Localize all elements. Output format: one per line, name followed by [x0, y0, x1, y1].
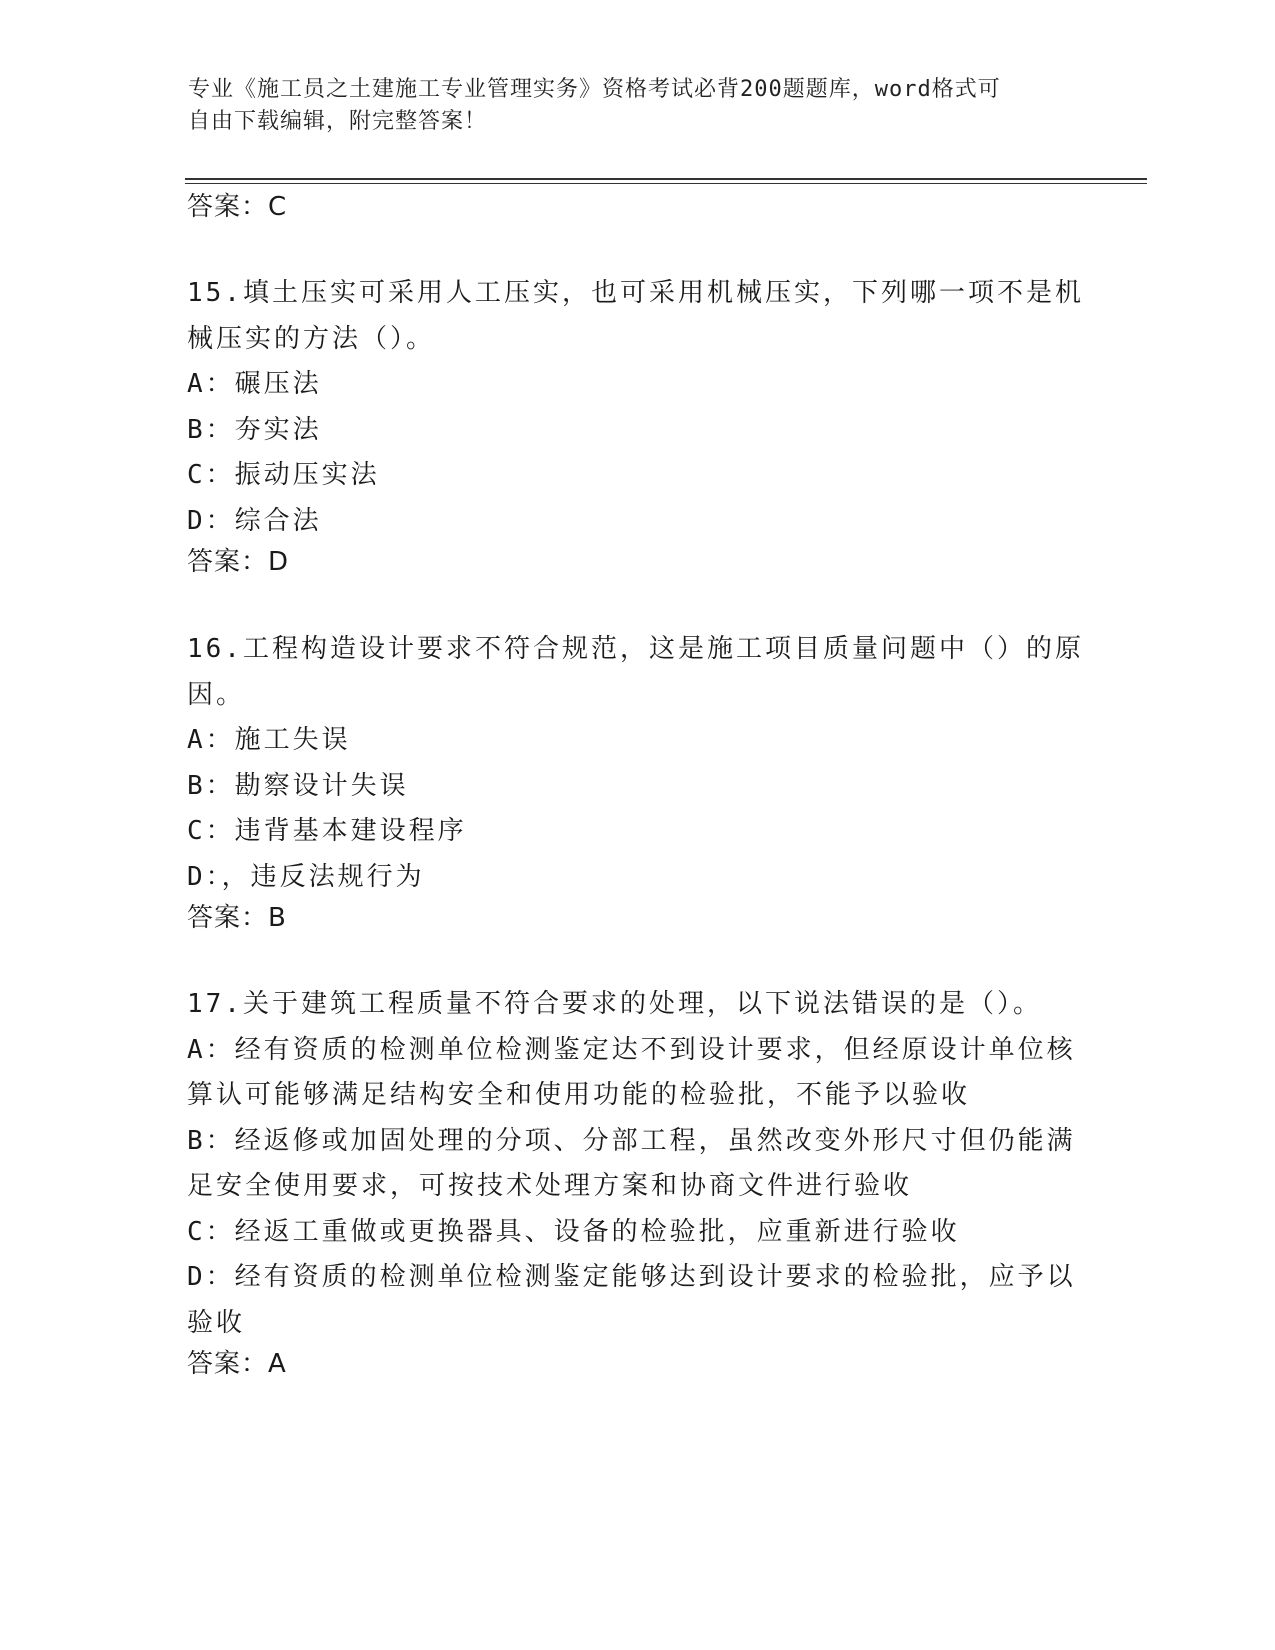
question-15-stem-line: 15.填土压实可采用人工压实，也可采用机械压实，下列哪一项不是机: [187, 278, 1084, 308]
header-line: 自由下载编辑，附完整答案！: [188, 109, 488, 134]
question-15-option-a: A：碾压法: [187, 369, 322, 399]
header-divider-thin: [185, 183, 1147, 184]
question-17: [187, 982, 1087, 1346]
answer-14: 答案：C: [187, 192, 288, 222]
question-16-stem-line: 因。: [187, 679, 246, 710]
question-17-option-a: A：经有资质的检测单位检测鉴定达不到设计要求，但经原设计单位核: [187, 1034, 1076, 1065]
question-15-option-c: C：振动压实法: [187, 460, 380, 490]
question-16-stem-line: 16.工程构造设计要求不符合规范，这是施工项目质量问题中（）的原: [187, 634, 1084, 664]
question-17-option-d: D：经有资质的检测单位检测鉴定能够达到设计要求的检验批，应予以: [187, 1262, 1076, 1292]
answer-16: 答案：B: [187, 903, 287, 933]
question-17-option-b-cont: 足安全使用要求，可按技术处理方案和协商文件进行验收: [187, 1171, 913, 1201]
question-16-option-d: D：，违反法规行为: [187, 861, 425, 892]
header-divider-thick: [185, 178, 1147, 180]
answer-15: 答案：D: [187, 547, 290, 577]
answer-17: 答案：A: [187, 1349, 287, 1379]
question-17-option-c: C：经返工重做或更换器具、设备的检验批，应重新进行验收: [187, 1216, 960, 1247]
question-15-option-d: D：综合法: [187, 505, 322, 536]
document-header: [188, 74, 1068, 138]
header-line: 专业《施工员之土建施工专业管理实务》资格考试必背200题题库，word格式可: [188, 77, 1001, 102]
question-15: [187, 271, 1087, 544]
question-15-stem-line: 械压实的方法（）。: [187, 323, 436, 354]
question-17-option-d-cont: 验收: [187, 1307, 246, 1338]
question-16-option-c: C：违背基本建设程序: [187, 816, 467, 846]
question-17-stem-line: 17.关于建筑工程质量不符合要求的处理，以下说法错误的是（）。: [187, 989, 1042, 1019]
question-17-option-b: B：经返修或加固处理的分项、分部工程，虽然改变外形尺寸但仍能满: [187, 1125, 1076, 1156]
question-16-option-b: B：勘察设计失误: [187, 770, 409, 801]
question-15-option-b: B：夯实法: [187, 414, 322, 445]
question-17-option-a-cont: 算认可能够满足结构安全和使用功能的检验批，不能予以验收: [187, 1080, 971, 1110]
question-16-option-a: A：施工失误: [187, 725, 351, 755]
question-16: [187, 627, 1087, 900]
